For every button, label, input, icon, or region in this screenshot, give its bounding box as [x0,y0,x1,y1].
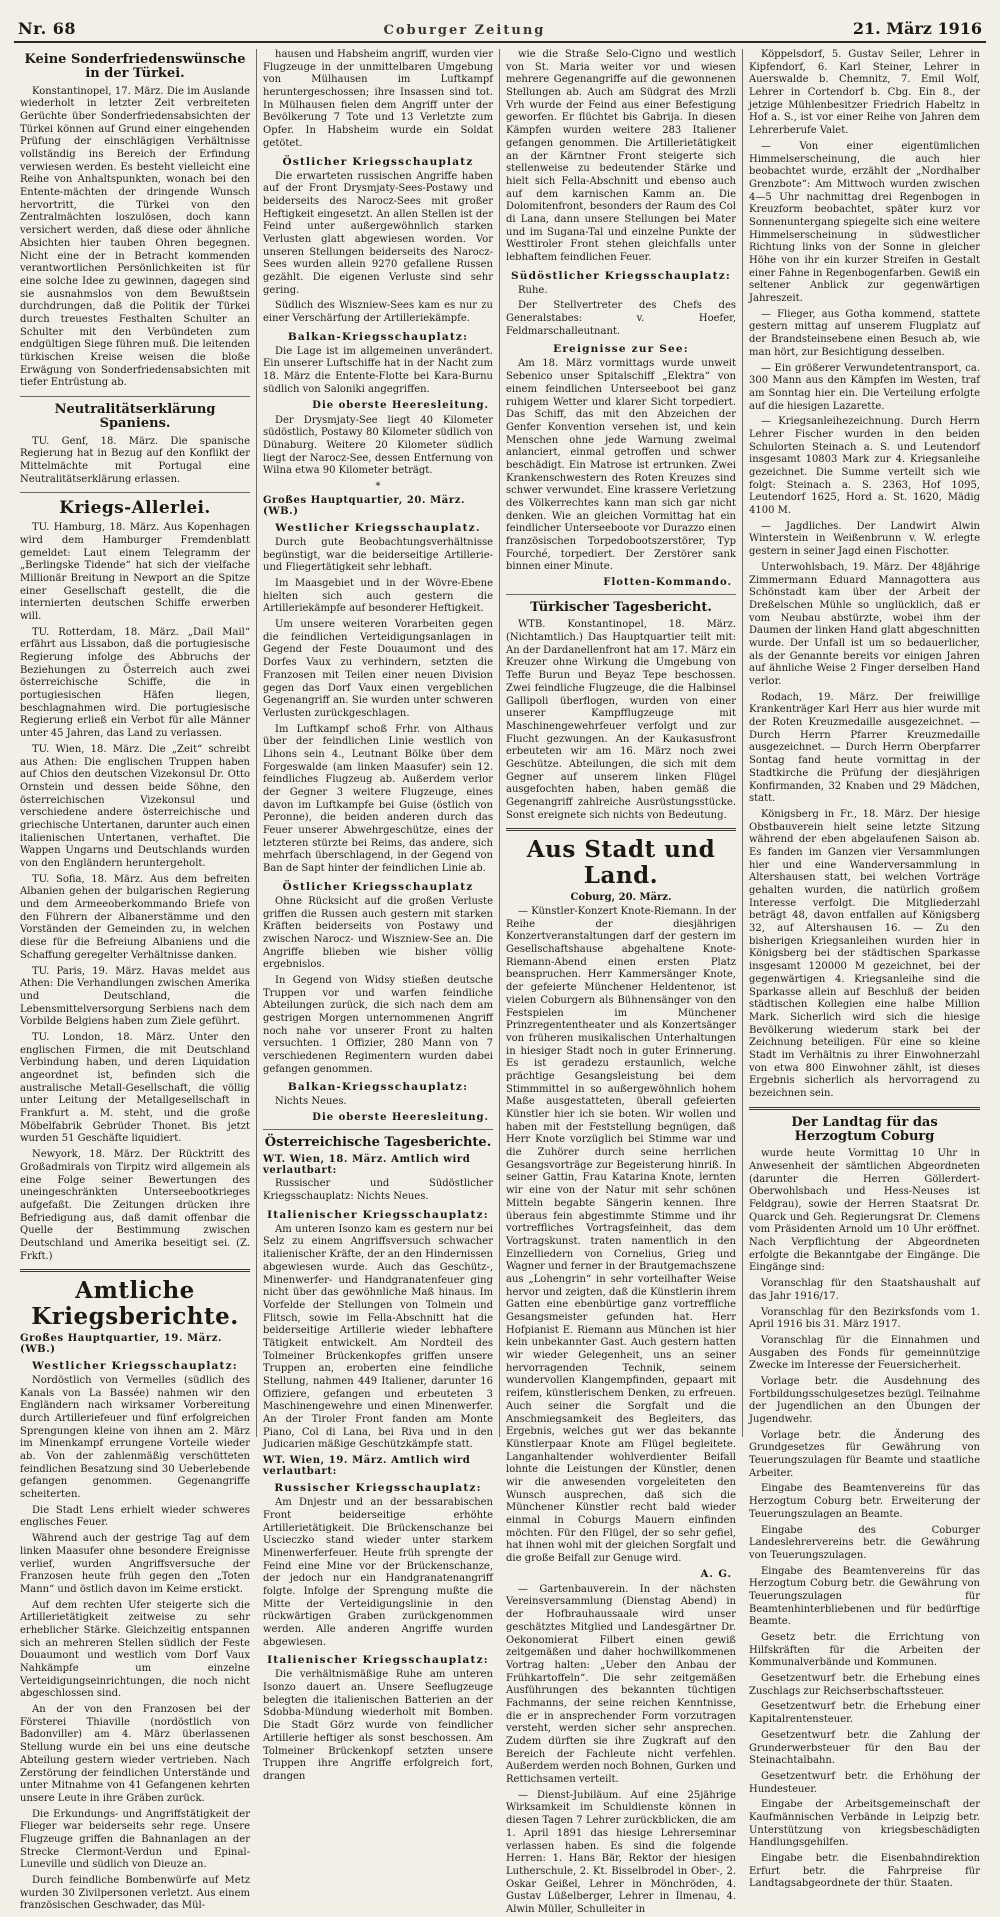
article-paragraph: Nichts Neues. [275,1096,347,1108]
article-paragraph: TU. Paris, 19. März. Havas meldet aus Athen: Die Verhandlungen zwischen Amerika und Deutschland, die Lebensmittelversorgung Serbiens nach dem Vorbilde Belgiens haben zum Ziele geführt. [20,965,250,1028]
section-heading: Südöstlicher Kriegsschauplatz: [511,269,731,282]
column-3 [500,49,743,1915]
dateline: Coburg, 20. März. [570,892,672,904]
article-paragraph: In Gegend von Widsy stießen deutsche Truppen vor und warfen feindliche Abteilungen zurück, die sich nach dem am gestrigen Morgen unternommenen Angriff noch nahe vor unserer Front zu halten versuchten. 1 Offizier, 280 Mann von 7 verschiedenen Regimentern wurden dabei gefangen genommen. [263,974,493,1075]
headline-spain: Neutralitätserklärung Spaniens. [54,402,216,432]
article-paragraph: — Kriegsanleihezeichnung. Durch Herrn Lehrer Fischer wurden in den beiden Schulorten Steinach a. S. und Leutendorf insgesamt 10803 Mark zur 4. Kriegsanleihe gezeichnet. Die Summe verteilt sich wie folgt: Steinach a. S. 2363, Hof 1095, Leutendorf 1625, Hord a. St. 1620, Mädig 4100 M. [749,416,980,517]
dateline: WT. Wien, 19. März. Amtlich wird verlautbart: [263,1455,471,1478]
newspaper-title: Coburger Zeitung [383,23,546,38]
columns [14,49,986,1915]
article-paragraph: — Jagdliches. Der Landwirt Alwin Winterstein in Weißenbrunn v. W. erlegte gestern in seiner Jagd einen Fischotter. [749,520,980,558]
article-paragraph: Am unteren Isonzo kam es gestern nur bei Selz zu einem Angriffsversuch schwacher italienischer Kräfte, der an den Hindernissen abgewiesen wurde. Auch das Geschütz-, Minenwerfer- und Handgranatenfeuer ging nicht über das gewöhnliche Maß hinaus. Im Vorfelde der Stellungen von Tolmein und Flitsch, sowie im Fella-Abschnitt hat die beiderseitige Artillerie wieder lebhaftere Tätigkeit entwickelt. Am Nordteil des Tolmeiner Brückenkopfes griffen unsere Truppen an, eroberten eine feindliche Stellung, nahmen 449 Italiener, darunter 16 Offiziere, gefangen und erbeuteten 3 Maschinengewehre und einen Minenwerfer. An der Tiroler Front fanden am Monte Piano, Col di Lana, bei Riva und in den Judicarien mäßige Geschützkämpfe statt. [263,1223,493,1451]
article-paragraph: hausen und Habsheim angriff, wurden vier Flugzeuge in der unmittelbaren Umgebung von Mülhausen im Luftkampf heruntergeschossen; ihre Insassen sind tot. In Mülhausen fielen dem Angriff unter der Bevölkerung 7 Tote und 13 Verletzte zum Opfer. In Habsheim wurde ein Soldat getötet. [263,49,493,149]
divider [20,1269,250,1272]
article-paragraph: Königsberg in Fr., 18. März. Der hiesige Obstbauverein hielt seine letzte Sitzung während der eben abgelaufenen Saison ab. Es fanden im Ganzen vier Versammlungen hier und eine Wanderversammlung in Altershausen statt, bei welchen Vorträge gehalten wurden, die natürlich großem Interesse verfolgt. Die Mitgliederzahl beträgt 48, davon entfallen auf Königsberg 32, auf Altershausen 16. — Zu den bisherigen Kriegsanleihen wurden hier in Königsberg bei der städtischen Sparkasse insgesamt 120000 M gezeichnet, bei der gegenwärtigen 4. Kriegsanleihe sind die Sparkasse allein auf Beschluß der beiden städtischen Kollegien eine halbe Million Mark. Sicherlich wird sich die hiesige Bevölkerung wiederum stark bei der Zeichnung beteiligen. Für eine so kleine Stadt im Verhältnis zu ihrer Einwohnerzahl von etwa 800 Einwohner zählt, ist dieses Ergebnis sicherlich als hervorragend zu bezeichnen sein. [749,808,980,1099]
article-paragraph: TU. Wien, 18. März. Die „Zeit“ schreibt aus Athen: Die englischen Truppen haben auf Chios den deutschen Vizekonsul Dr. Otto Ornstein und dessen beide Söhne, den österreichischen Vizekonsul und verschiedene andere österreichische und griechische Untertanen, darunter auch einen italienischen Untertanen, verhaftet. Die Wappen Ungarns und Deutschlands wurden von den Engländern heruntergeholt. [20,743,250,869]
article-paragraph: Der Stellvertreter des Chefs des Generalstabes: v. Hoefer, Feldmarschalleutnant. [506,300,736,337]
article-paragraph: Die Lage ist im allgemeinen unverändert. Ein unserer Luftschiffe hat in der Nacht zum 18. März die Entente-Flotte bei Kara-Burnu südlich von Saloniki angegriffen. [263,345,493,395]
column-1 [14,49,257,1912]
section-heading: Russischer Kriegsschauplatz: [274,1482,482,1495]
article-paragraph: Eingabe betr. die Eisenbahndirektion Erfurt betr. die Fahrpreise für Landtagsabgeordnete der thür. Staaten. [749,1853,980,1890]
article-paragraph: TU. London, 18. März. Unter den englischen Firmen, die mit Deutschland Verbindung haben, und deren Liquidation angeordnet ist, befinden sich die australische Metall-Gesellschaft, die völlig unter Leitung der Metallgesellschaft in Frankfurt a. M. steht, und die große Möbelfabrik Gebrüder Thonet. Bis jetzt wurden 51 Geschäfte liquidiert. [20,1031,250,1145]
article-turkey: Konstantinopel, 17. März. Die im Auslande wiederholt in letzter Zeit verbreiteten Gerüchte über Sonderfriedensabsichten der Türkei können auf Grund einer eingehenden Prüfung der einschlägigen Verhältnisse vollständig ins Bereich der Erfindung verwiesen werden. Es besteht vielleicht eine Reihe von Anhaltspunkten, wonach bei den Entente-mächten der dringende Wunsch hervortritt, die Türkei von den Zentralmächten loszulösen, doch kann versichert werden, daß diese oder ähnliche Absichten hier tauben Ohren begegnen. Nicht eine der in Betracht kommenden verantwortlichen Persönlichkeiten ist für eine solche Idee zu gewinnen, dagegen sind sie ausnahmslos von dem Bewußtsein durchdrungen, daß die Politik der Türkei durch treuestes Festhalten Schulter an Schulter mit den Verbündeten zum endgültigen Siege führen muß. Die leitenden türkischen Kreise weisen die bloße Erwägung von Sonderfriedensabsichten mit tiefer Entrüstung ab. [20,85,250,389]
issue-number: Nr. 68 [18,19,76,38]
section-heading: Östlicher Kriegsschauplatz [282,880,474,893]
section-heading: Westlicher Kriegsschauplatz. [275,521,481,534]
article-paragraph: — Flieger, aus Gotha kommend, stattete gestern mittag auf unserem Flugplatz auf der Brandsteinsebene einen Besuch ab, wie man hört, zur Besichtigung desselben. [749,308,980,358]
article-paragraph: Newyork, 18. März. Der Rücktritt des Großadmirals von Tirpitz wird allgemein als eine Folge seiner Bewertungen des uneingeschränkten Unterseebootkrieges aufgefaßt. Die Zeitungen drücken ihre Befriedigung aus, daß damit offenbar die Quelle der Bestimmung zwischen Deutschland und Amerika beseitigt sei. (Z. Frkft.) [20,1149,250,1262]
article-paragraph: Eingabe des Coburger Landeslehrervereins betr. die Gewährung von Teuerungszulagen. [749,1524,980,1561]
signature: Die oberste Heeresleitung. [312,399,489,411]
article-paragraph: Am Dnjestr und an der bessarabischen Front beiderseitige erhöhte Artillerietätigkeit. Die Brückenschanze bei Uscieczko stand wieder unter starkem Minenwerferfeuer. Heute früh sprengte der Feind eine Mine vor der Brückenschanze, der jedoch nur ein Handgranatenangriff folgte. Infolge der Sprengung mußte die Mitte der Verteidigungslinie in den rückwärtigen Graben zurückgenommen werden. Alle anderen Angriffe wurden abgewiesen. [263,1497,493,1648]
article-paragraph: An der von den Franzosen bei der Försterei Thiaville (nordöstlich von Badonviller) am 4. März überlassenen Stellung wurde ein bei uns eine deutsche Abteilung gestern wieder vertrieben. Nach Zerstörung der feindlichen Unterstände und unter Mitnahme von 41 Gefangenen kehrten unsere Leute in ihre Gräben zurück. [20,1704,250,1804]
dateline: WT. Wien, 18. März. Amtlich wird verlautbart: [263,1154,471,1177]
divider [506,594,736,595]
section-heading: Balkan-Kriegsschauplatz: [287,1081,469,1094]
article-paragraph: Die Erkundungs- und Angriffstätigkeit der Flieger war beiderseits sehr rege. Unsere Flugzeuge griffen die Bahnanlagen an der Strecke Clermont-Verdun und Epinal-Luneville und südlich von Dieuze an. [20,1808,250,1871]
article-paragraph: Gesetz betr. die Errichtung von Hilfskräften für die Arbeiten der Kommunalverbände und Kommunen. [749,1632,980,1669]
divider [20,396,250,397]
article-paragraph: Im Maasgebiet und in der Wövre-Ebene hielten sich auch gestern die Artilleriekämpfe auf besonderer Heftigkeit. [263,578,493,615]
article-paragraph: Der Drysmjaty-See liegt 40 Kilometer südöstlich, Postawy 80 Kilometer südlich von Dünaburg. Weitere 20 Kilometer südlich liegt der Narocz-See, dessen Entfernung von Wilna etwa 90 Kilometer beträgt. [263,414,493,477]
article-paragraph: — Gartenbauverein. In der nächsten Vereinsversammlung (Dienstag Abend) in der Hofbrauhaussaale wird unser geschätztes Mitglied und Landesgärtner Dr. Oekonomierat Filbert einen gewiß zeitgemäßen und daher hochwillkommenen Vortrag halten: „Ueber den Anbau der Frühkartoffeln“. Die sehr zeitgemäßen Ausführungen des bekannten tüchtigen Fachmanns, der seine reichen Kenntnisse, die er in ansprechender Form vorzutragen versteht, werden sicher sehr ansprechen. Zudem dürften sie ihre Zugkraft auf den Bereich der Fachleute nicht verfehlen. Außerdem werden noch Bohnen, Gurken und Rettichsamen verteilt. [506,1583,736,1786]
article-paragraph: Eingabe des Beamtenvereins für das Herzogtum Coburg betr. die Gewährung von Teuerungszulagen für Beamtenhinterbliebenen und für bedürftige Beamte. [749,1565,980,1628]
article-paragraph: Durch feindliche Bombenwürfe auf Metz wurden 30 Zivilpersonen verletzt. Aus einem französischen Geschwader, das Mül- [20,1875,250,1912]
article-paragraph: Am 18. März vormittags wurde unweit Sebenico unser Spitalschiff „Elektra“ von einem feindlichen Unterseeboot bei ganz ruhigem Wetter und klarer Sicht torpediert. Das Schiff, das mit den Abzeichen der Genfer Konvention versehen ist, und kein Menschen ohne jede Warnung zweimal anlanciert, einmal getroffen und schwer beschädigt. Ein Matrose ist ertrunken. Zwei Krankenschwestern des Roten Kreuzes sind schwer verwundet. Eine krassere Verletzung des Völkerrechtes kann man sich gar nicht denken. Wie an gleichen Vormittag hat ein feindlicher Unterseeboote vor Durazzo einen französischen Torpedobootszerstörer, Typ Fourché, torpediert. Der Zerstörer sank binnen einer Minute. [506,358,736,573]
headline-turkey: Keine Sonderfriedenswünsche in der Türkei. [24,52,246,82]
separator-star: * [375,480,381,492]
article-paragraph: Rodach, 19. März. Der freiwillige Krankenträger Karl Herr aus hier wurde mit der Roten Kreuzmedaille ausgezeichnet. — Durch Herrn Pfarrer Kreuzmedaille ausgezeichnet. — Durch Herrn Oberpfarrer Sontag fand heute vormittag in der Stadtkirche die Prüfung der diesjährigen Konfirmanden, 32 Knaben und 29 Mädchen, statt. [749,691,980,805]
article-paragraph: Gesetzentwurf betr. die Erhöhung der Hundesteuer. [749,1770,980,1795]
article-paragraph: Die Stadt Lens erhielt wieder schweres englisches Feuer. [20,1504,250,1529]
article-paragraph: Eingabe des Beamtenvereins für das Herzogtum Coburg betr. Erweiterung der Teuerungszulagen an Beamte. [749,1483,980,1520]
article-paragraph: Eingabe der Arbeitsgemeinschaft der Kaufmännischen Verbände in Leipzig betr. Unterstützung von kriegsbeschädigten Handlungsgehilfen. [749,1799,980,1849]
headline-amtliche-kriegsberichte: Amtliche Kriegsberichte. [31,1277,239,1330]
article-paragraph: Köppelsdorf, 5. Gustav Seiler, Lehrer in Kipfendorf, 6. Karl Steiner, Lehrer in Auerswalde b. Chemnitz, 7. Emil Wolf, Lehrer in Cortendorf b. Cbg. Ein 8., der jetzige Mühlenbesitzer Friedrich Habeltz in Hof a. S., ist vor einer Reihe von Jahren dem Lehrerberufe Valet. [749,49,980,137]
section-heading: Balkan-Kriegsschauplatz: [287,330,469,343]
article-paragraph: Vorlage betr. die Änderung des Grundgesetzes für Gewährung von Teuerungszulagen für Beamte und staatliche Arbeiter. [749,1429,980,1479]
article-paragraph: Unterwohlsbach, 19. März. Der 48jährige Zimmermann Eduard Mannagottera aus Schönstadt kam über der Arbeit der Dreßelschen Mühle so unglücklich, daß er vom Neubau abstürzte, wobei ihm der Daumen der linken Hand glatt abgeschnitten wurde. Der Unfall ist um so bedauerlicher, als der Genannte bereits vor einigen Jahren auf ähnliche Weise 2 Finger derselben Hand verlor. [749,561,980,687]
article-paragraph: Durch gute Beobachtungsverhältnisse begünstigt, war die beiderseitige Artillerie- und Fliegertätigkeit sehr lebhaft. [263,536,493,574]
article-paragraph: — Von einer eigentümlichen Himmelserscheinung, die auch hier beobachtet wurde, erzählt der „Nordhalber Grenzbote“: Am Mittwoch wurden zwischen 4—5 Uhr nachmittag drei Regenbogen in Kreuzform beobachtet, später kurz vor Sonnenuntergang spiegelte sich eine weitere Himmelserscheinung in südwestlicher Richtung links von der Sonne in gleicher Höhe von ihr ein kurzer Streifen in Gestalt einer Fahne in Regenbogenfarben. Gewiß ein seltener Anblick zur gegenwärtigen Jahreszeit. [749,140,980,305]
article-paragraph: Voranschlag für den Staatshaushalt auf das Jahr 1916/17. [749,1278,980,1302]
article-paragraph: Gesetzentwurf betr. die Erhebung eines Zuschlags zur Reichserbschaftssteuer. [749,1673,980,1697]
article-spain: TU. Genf, 18. März. Die spanische Regierung hat in Bezug auf den Konflikt der Mittelmächte mit Portugal eine Neutralitätserklärung erlassen. [20,435,250,485]
article-paragraph: Im Luftkampf schoß Frhr. von Althaus über der feindlichen Linie westlich von Lihons sein 4., Leutnant Bölke über dem Forgeswalde (am linken Maasufer) sein 12. feindliches Flugzeug ab. Außerdem verlor der Gegner 3 weitere Flugzeuge, eines davon im Luftkampfe bei Guise (östlich von Peronne), die beiden anderen durch das Feuer unserer Abwehrgeschütze, eines der letzteren stürzte bei Reims, das andere, sich mehrfach überschlagend, in der Gegend von Ban de Sapt hinter der feindlichen Linie ab. [263,723,493,875]
article-paragraph: Ruhe. [518,284,548,296]
dateline: Großes Hauptquartier, 20. März. (WB.) [263,494,466,517]
article-paragraph: Voranschlag für die Einnahmen und Ausgaben des Fonds für gemeinnützige Zwecke im Interesse der Feuersicherheit. [749,1334,980,1372]
divider [506,828,736,831]
section-heading: Ereignisse zur See: [553,343,689,356]
section-heading: Westlicher Kriegsschauplatz: [32,1359,238,1372]
signature: Flotten-Kommando. [603,577,732,589]
divider [263,1129,493,1130]
article-paragraph: Voranschlag für den Bezirksfonds vom 1. April 1916 bis 31. März 1917. [749,1306,980,1331]
article-paragraph: — Ein größerer Verwundetentransport, ca. 300 Mann aus den Kämpfen im Westen, traf am Sonntag hier ein. Die Verteilung erfolgte auf die hiesigen Lazarette. [749,362,980,412]
headline-aus-stadt-und-land: Aus Stadt und Land. [526,836,716,889]
column-2 [257,49,500,1782]
masthead [14,8,986,43]
headline-oesterreich: Österreichische Tagesberichte. [264,1135,492,1151]
dateline: Großes Hauptquartier, 19. März. (WB.) [20,1332,223,1355]
article-paragraph: TU. Sofia, 18. März. Aus dem befreiten Albanien gehen der bulgarischen Regierung und dem Armeeoberkommando Briefe von den Führern der Albanerstämme und den Vorständen der Gemeinden zu, in welchen diese für die Befreiung Albaniens und die Schaffung geregelter Verhältnisse danken. [20,873,250,961]
signature: A. G. [700,1568,732,1580]
article-paragraph: Russischer und Südöstlicher Kriegsschauplatz: Nichts Neues. [263,1178,493,1203]
section-heading: Italienischer Kriegsschauplatz: [267,1654,489,1667]
article-paragraph: Gesetzentwurf betr. die Erhebung einer Kapitalrentensteuer. [749,1701,980,1726]
article-paragraph: WTB. Konstantinopel, 18. März. (Nichtamtlich.) Das Hauptquartier teilt mit: An der Dardanellenfront hat am 17. März ein Kreuzer ohne Wirkung die Umgebung von Teffe Burun und Beyaz Tepe beschossen. Zwei feindliche Flugzeuge, die die Halbinsel Gallipoli überflogen, wurden von einer unserer Kampfflugzeuge mit Maschinengewehrfeuer verfolgt und zur Flucht gezwungen. An der Kaukasusfront erbeuteten wir am 16. März noch zwei Geschütze. Abteilungen, die sich mit dem Gegner auf unserem linken Flügel ausgefochten haben, haben gemäß die Gegenangriff zahlreiche Ausrüstungsstücke. Sonst ereignete sich nichts von Bedeutung. [506,619,736,821]
article-paragraph: Vorlage betr. die Ausdehnung des Fortbildungsschulgesetzes bezügl. Teilnahme der Jugendlichen an den Übungen der Jugendwehr. [749,1375,980,1426]
column-4 [743,49,986,1890]
divider [749,1107,980,1110]
issue-date: 21. März 1916 [852,19,982,38]
divider [20,492,250,493]
article-paragraph: wurde heute Vormittag 10 Uhr in Anwesenheit der sämtlichen Abgeordneten (darunter die Herren Göllerdert-Oberwohlsbach und Hess-Neuses ist Feldgrau), sowie der Herren Staatsrat Dr. Quarck und Geh. Regierungsrat Dr. Clemens vom Präsidenten Arnold um 10 Uhr eröffnet. Nach Verpflichtung der Abgeordneten erfolgte die Bekanntgabe der Eingänge. Die Eingänge sind: [749,1148,980,1274]
article-paragraph: — Künstler-Konzert Knote-Riemann. In der Reihe der diesjährigen Konzertveranstaltungen darf der gestern im Gesellschaftshause abgehaltene Knote-Riemann-Abend einen ersten Platz beanspruchen. Herr Kammersänger Knote, der gefeierte Münchener Heldentenor, ist vielen Coburgern als Bühnensänger von den Festspielen im Münchener Prinzregententheater und als Konzertsänger von früheren musikalischen Unterhaltungen in hiesiger Stadt noch in guter Erinnerung. Es ist geradezu erstaunlich, welche prächtige Gesangsleistung bei dem Stimmmittel in so außergewöhnlich hohem Maße ausgestatteten, überall gefeierten Künstler hier ich sie boten. Wir wollen und haben mit der Feststellung begnügen, daß Herr Knote vorzüglich bei Stimme war und die Zuhörer durch seine herrlichen Gesangsvorträge zur Begeisterung hinriß. In seiner Gattin, Frau Katarina Knote, lernten wir eine von der Natur mit sehr schönen Mitteln begabte Sängerin kennen. Ihre überaus fein abgestimmte Stimme und ihr vortreffliches Vortragsfeinheit, das dem Vortragskunst. traten namentlich in den Einzelliedern von Cornelius, Grieg und Wagner und ferner in der Brautgemachszene aus „Lohengrin“ in sehr vorteilhafter Weise hervor und zeigten, daß die Künstlerin ihrem Gatten eine ebenbürtige ganz vortreffliche Gesangsmeister gefunden hat. Herr Hofpianist E. Riemann aus München ist hier kein unbekannter Gast. Auch gestern hatten wir wieder Gelegenheit, uns an seiner hervorragenden Technik, seinem wundervollen Klangempfinden, gepaart mit reifem, künstlerischem Denken, zu erfreuen. Auch seiner die Sorgfalt und die Anschmiegsamkeit des Begleiters, das Ergebnis, welches gut wer das bekannte Künstlerpaar Knote am Flügel begleitete. Langanhaltender wohlverdienter Beifall lohnte die Leistungen der Künstler, denen wir die anwesenden vorgeleiteten den Wunsch ausprechen, daß sich die Münchener Künstler recht bald wieder einmal in Coburgs Mauern einfinden möchten. Für den Flügel, der so sehr gefiel, hat ihnen wohl mit der gleichen Sorgfalt und die große Beifall zur Genuge wird. [506,906,736,1565]
article-paragraph: Südlich des Wiszniew-Sees kam es nur zu einer Verschärfung der Artilleriekämpfe. [263,300,493,325]
article-paragraph: wie die Straße Selo-Cigno und westlich von St. Maria weiter vor und wiesen mehrere Gegenangriffe auf die gewonnenen Stellungen ab. Auch am Südgrat des Mrzli Vrh wurde der Feind aus einer Befestigung geworfen. Er flüchtet bis Gabrija. In diesen Kämpfen wurden weitere 283 Italiener gefangen genommen. Die Artillerietätigkeit an der Kärntner Front steigerte sich stellenweise zu bedeutender Stärke und hielt sich Fella-Abschnitt und ebenso auch auf dem karnischen Kamm an. Die Dolomitenfront, besonders der Raum des Col di Lana, dann unsere Stellungen bei Mater und im Sugana-Tal und einzelne Punkte der Westtiroler Front stehen gleichfalls unter lebhaftem feindlichen Feuer. [506,49,736,263]
article-paragraph: Nordöstlich von Vermelles (südlich des Kanals von La Bassée) nahmen wir den Engländern nach wirksamer Vorbereitung durch Artilleriefeuer und fünf erfolgreichen Sprengungen kleine von ihnen am 2. März im Minenkampf errungene Vorteile wieder ab. Von der zahlenmäßig verschütteten feindlichen Besatzung sind 30 Ueberlebende gefangen genommen. Gegenangriffe scheiterten. [20,1374,250,1501]
headline-landtag-coburg: Der Landtag für das Herzogtum Coburg [791,1114,938,1144]
article-paragraph: Gesetzentwurf betr. die Zahlung der Grunderwerbsteuer für den Bau der Steinachtalbahn. [749,1729,980,1767]
signature: Die oberste Heeresleitung. [312,1112,489,1124]
article-paragraph: TU. Hamburg, 18. März. Aus Kopenhagen wird dem Hamburger Fremdenblatt gemeldet: Laut einem Telegramm der „Berlingske Tidende“ hat sich der vielfache Millionär Breitung in Newport an die Spitze einer Gesellschaft gestellt, die die internierten deutschen Schiffe erwerben will. [20,522,250,622]
headline-tuerkei-tagesbericht: Türkischer Tagesbericht. [530,600,712,616]
headline-kriegs-allerlei: Kriegs-Allerlei. [59,498,211,519]
article-paragraph: TU. Rotterdam, 18. März. „Dail Mail“ erfährt aus Lissabon, daß die portugiesische Regierung infolge des Abbruchs der Beziehungen zu Österreich auch zwei österreichische Schiffe, die in portugiesischen Häfen liegen, beschlagnahmen wird. Die portugiesische Regierung erließ ein Verbot für alle Männer unter 45 Jahren, das Land zu verlassen. [20,626,250,740]
article-paragraph: Auf dem rechten Ufer steigerte sich die Artillerietätigkeit zeitweise zu sehr erheblicher Stärke. Gleichzeitig entspannen sich an mehreren Stellen südlich der Feste Douaumont und westlich vom Dorf Vaux Nahkämpfe um einzelne Verteidigungseinrichtungen, die noch nicht abgeschlossen sind. [20,1599,250,1700]
article-paragraph: Während auch der gestrige Tag auf dem linken Maasufer ohne besondere Ereignisse verlief, wurden Angriffsversuche der Franzosen heute früh gegen den „Toten Mann“ und östlich davon im Keime erstickt. [20,1533,250,1595]
article-paragraph: — Dienst-Jubiläum. Auf eine 25jährige Wirksamkeit im Schuldienste können in diesen Tagen 7 Lehrer zurückblicken, die am 1. April 1891 das hiesige Lehrerseminar verlassen haben. Es sind die folgende Herren: 1. Hans Bär, Rektor der hiesigen Lutherschule, 2. Kt. Bisselbrodel in Ober-, 2. Oskar Geißel, Lehrer in Mönchröden, 4. Gustav Lüßelberger, Lehrer in Ilmenau, 4. Alwin Müller, Schulleiter in [506,1789,736,1915]
article-paragraph: Die erwarteten russischen Angriffe haben auf der Front Drysmjaty-Sees-Postawy und beiderseits des Narocz-Sees mit großer Heftigkeit eingesetzt. An allen Stellen ist der Feind unter außergewöhnlich starken Verlusten glatt abgewiesen worden. Vor unseren Stellungen beiderseits des Narocz-Sees wurden allein 9270 gefallene Russen gezählt. Die eigenen Verluste sind sehr gering. [263,170,493,296]
section-heading: Italienischer Kriegsschauplatz: [267,1208,489,1221]
section-heading: Östlicher Kriegsschauplatz [282,155,474,168]
article-paragraph: Die verhältnismäßige Ruhe am unteren Isonzo dauert an. Unsere Seeflugzeuge belegten die italienischen Batterien an der Sdobba-Mündung wiederholt mit Bomben. Die Stadt Görz wurde von feindlicher Artillerie heftiger als sonst beschossen. Am Tolmeiner Brückenkopf setzten unsere Truppen ihre Angriffe erfolgreich fort, drangen [263,1669,493,1782]
article-paragraph: Ohne Rücksicht auf die großen Verluste griffen die Russen auch gestern mit starken Kräften beiderseits von Postawy und zwischen Narocz- und Wiszniew-See an. Die Angriffe blieben wie bisher völlig ergebnislos. [263,895,493,971]
article-paragraph: Um unsere weiteren Vorarbeiten gegen die feindlichen Verteidigungsanlagen in Gegend der Feste Douaumont und des Dorfes Vaux zu verhindern, setzten die Franzosen mit Teilen einer neuen Division gegen das Dorf Vaux einen vergeblichen Gegenangriff an. Sie wurden unter schweren Verlusten zurückgeschlagen. [263,619,493,719]
